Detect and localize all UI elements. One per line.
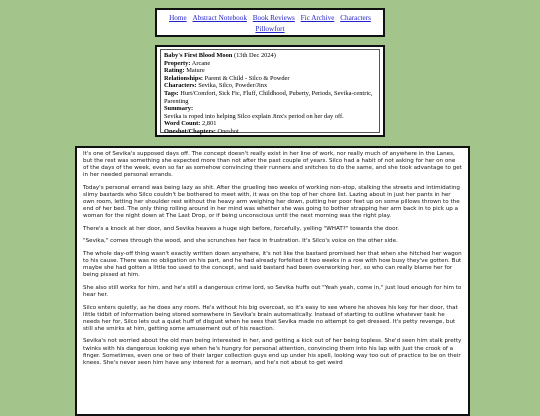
relationships-value: Parent & Child - Silco & Powder: [204, 74, 290, 82]
characters-label: Characters:: [164, 82, 197, 90]
property-line: [164, 60, 376, 68]
property-value: Arcane: [191, 59, 211, 67]
tags-label: Tags:: [164, 89, 179, 97]
rating-label: Rating:: [164, 67, 185, 75]
nav-link-home[interactable]: Home: [169, 14, 187, 22]
wordcount-label: Word Count:: [164, 120, 201, 128]
nav-link-fic-archive[interactable]: Fic Archive: [300, 14, 335, 22]
oneshot-label: Oneshot/Chapters:: [164, 127, 216, 135]
story-paragraph: It's one of Sevika's supposed days off. The concept doesn't really exist in her line of work, nor really much of anywhere in the Lanes, but the rest was something she expected more than not after the past couple of years. Silco had a habit of not asking for her on one of the days of the week, even so far as somehow convincing their runners and snitches to do the same, and she took advantage to get in her needed personal errands.: [83, 151, 462, 179]
wordcount-line: [164, 120, 376, 128]
characters-value: Sevika, Silco, Powder/Jinx: [198, 82, 268, 90]
fic-title-line: [164, 52, 376, 60]
wordcount-value: 2,801: [202, 120, 217, 128]
fic-date: (13th Dec 2024): [233, 52, 276, 59]
story-paragraph: There's a knock at her door, and Sevika heaves a huge sigh before, forcefully, yelling "WHAT?" towards the door.: [83, 225, 400, 232]
story-paragraph: Silco enters quietly, as he does any room. He's without his big overcoat, so it's easy to see where he shoves his key for her door, that little tidbit of information being stored somewhere in Sevika's brain automatically. Instead of starting to outline whatever task he needs her for, Silco lets out a quiet huff of disgust when he sees that Sevika made no attempt to get dressed. It's petty revenge, but still she smirks at him, getting some amusement out of his reaction.: [83, 304, 458, 332]
characters-line: [164, 82, 376, 90]
story-text-box: [75, 146, 470, 416]
rating-line: [164, 67, 376, 75]
story-paragraph: Sevika's not worried about the old man being interested in her, and getting a kick out of her being topless. She'd seen him stalk pretty twinks with his dangerous looking eye when he's hungry for personal attention, convincing them into his lap with just the crook of a finger. Sometimes, even one or two of their larger collection guys end up under his spell, looking way too out of practice to be on their knees. She's never seen him have any interest for a woman, and he's not about to get weird: [83, 338, 462, 366]
oneshot-line: [164, 128, 376, 136]
nav-bar: [155, 8, 385, 37]
tags-line: [164, 90, 376, 105]
fic-title: Baby's First Blood Moon: [164, 52, 233, 59]
rating-value: Mature: [186, 67, 205, 75]
summary-label: Summary:: [164, 105, 194, 113]
relationships-label: Relationships:: [164, 74, 204, 82]
story-paragraph: "Sevika," comes through the wood, and she scrunches her face in frustration. It's Silco's voice on the other side.: [83, 238, 398, 245]
nav-link-abstract-notebook[interactable]: Abstract Notebook: [192, 14, 247, 22]
fic-metadata-inner: [160, 49, 380, 133]
summary-label-line: [164, 105, 376, 113]
nav-link-book-reviews[interactable]: Book Reviews: [252, 14, 295, 22]
summary-value: Sevika is roped into helping Silco explain Jinx's period on her day off.: [164, 112, 344, 120]
nav-link-pillowfort[interactable]: Pillowfort: [255, 25, 285, 33]
property-label: Property:: [164, 59, 191, 67]
nav-link-characters[interactable]: Characters: [340, 14, 371, 22]
story-paragraph: Today's personal errand was being lazy as shit. After the grueling two weeks of working non-stop, stalking the streets and intimidating slimy bastards who Silco couldn't be bothered to meet with, it was on the top of her chore list. Lazing about in just her pants in her own room, letting her shoulder rest without the heavy arm weighing her down, putting her poor feet up on some pillows thrown to the end of her bed. The only thing rolling around in her mind was whether she was going to bother strapping her arm back in to pick up a woman for the night down at The Last Drop, or if being unconscious until the next morning was the right play.: [83, 184, 460, 220]
tags-value: Hurt/Comfort, Sick Fic, Fluff, Childhood, Puberty, Periods, Sevika-centric, Parenting: [164, 89, 373, 105]
story-paragraph: The whole day-off thing wasn't exactly written down anywhere, it's not like the bastard promised her that when she hitched her wagon to his cause. There was no obligation on his part, and he had already forfeited it two weeks in a row with how busy they've gotten. But maybe she had gotten a little too used to the concept, and said bastard had been overworking her, so who can really blame her for being pissed at him.: [83, 251, 462, 279]
oneshot-value: Oneshot: [217, 127, 239, 135]
relationships-line: [164, 75, 376, 83]
fic-metadata-box: [155, 45, 385, 137]
story-paragraph: She also still works for him, and he's still a dangerous crime lord, so Sevika huffs out "Yeah yeah, come in," just loud enough for him to hear her.: [83, 284, 462, 298]
